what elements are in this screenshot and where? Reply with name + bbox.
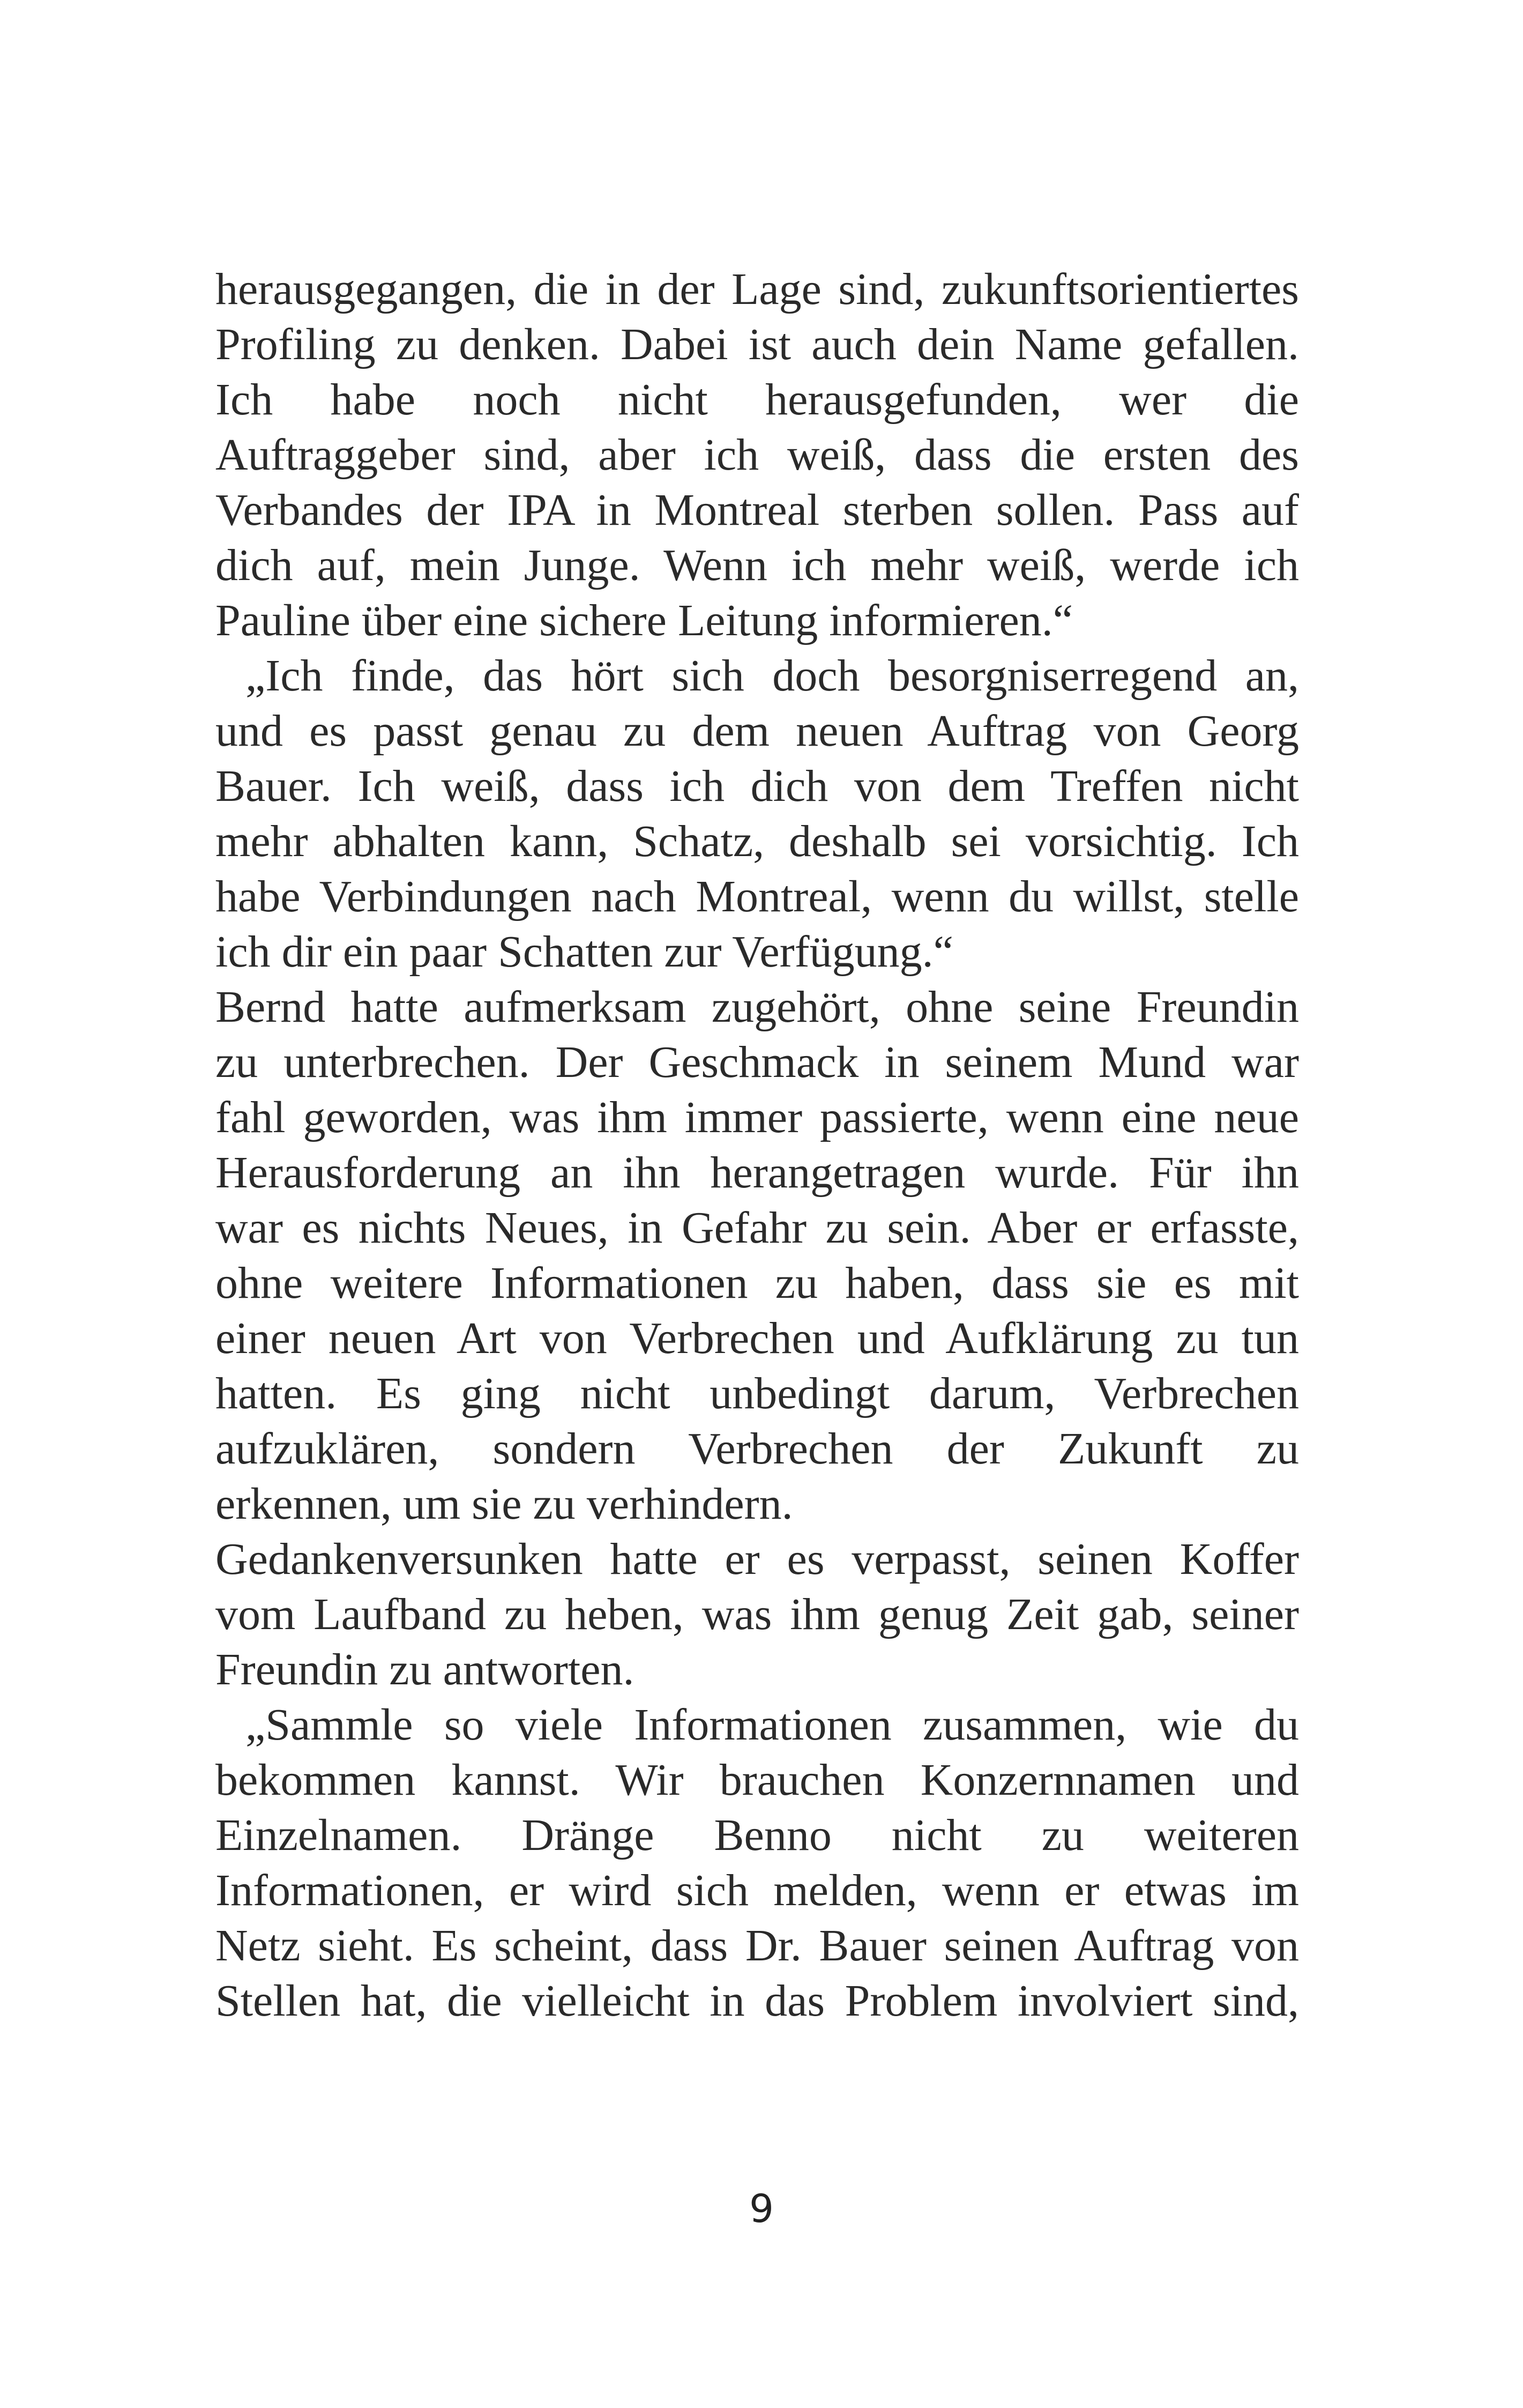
text-line: fahl geworden, was ihm immer passierte, wenn eine neue — [215, 1092, 1299, 1142]
text-line: einer neuen Art von Verbrechen und Aufklärung zu tun — [215, 1313, 1299, 1363]
text-line: Ich habe noch nicht herausgefunden, wer die — [215, 375, 1299, 425]
text-line: hatten. Es ging nicht unbedingt darum, Verbrechen — [215, 1369, 1299, 1418]
text-line: „Sammle so viele Informationen zusammen, wie du — [245, 1700, 1299, 1750]
text-line: bekommen kannst. Wir brauchen Konzernnamen und — [215, 1755, 1299, 1805]
page-number: 9 — [749, 2186, 774, 2231]
text-line: zu unterbrechen. Der Geschmack in seinem Mund war — [215, 1037, 1299, 1087]
text-line: habe Verbindungen nach Montreal, wenn du willst, stelle — [215, 872, 1299, 921]
text-line: aufzuklären, sondern Verbrechen der Zukunft zu — [215, 1424, 1299, 1474]
text-line: und es passt genau zu dem neuen Auftrag von Georg — [215, 706, 1299, 756]
text-line: Gedankenversunken hatte er es verpasst, seinen Koffer — [215, 1534, 1299, 1584]
text-line: Pauline über eine sichere Leitung informieren.“ — [215, 596, 1073, 645]
text-line: Stellen hat, die vielleicht in das Problem involviert sind, — [215, 1976, 1299, 2026]
text-line: „Ich finde, das hört sich doch besorgniserregend an, — [245, 651, 1299, 701]
text-line: erkennen, um sie zu verhindern. — [215, 1479, 793, 1529]
text-line: Netz sieht. Es scheint, dass Dr. Bauer seinen Auftrag von — [215, 1921, 1299, 1971]
text-line: ich dir ein paar Schatten zur Verfügung.“ — [215, 927, 953, 977]
body-text — [215, 262, 1299, 2028]
text-line: Einzelnamen. Dränge Benno nicht zu weiteren — [215, 1810, 1299, 1860]
text-line: vom Laufband zu heben, was ihm genug Zeit gab, seiner — [215, 1589, 1299, 1639]
text-line: Herausforderung an ihn herangetragen wurde. Für ihn — [215, 1148, 1299, 1198]
text-line: Profiling zu denken. Dabei ist auch dein Name gefallen. — [215, 319, 1299, 369]
text-line: dich auf, mein Junge. Wenn ich mehr weiß, werde ich — [215, 540, 1299, 590]
text-line: Bernd hatte aufmerksam zugehört, ohne seine Freundin — [215, 982, 1299, 1032]
text-line: mehr abhalten kann, Schatz, deshalb sei vorsichtig. Ich — [215, 816, 1299, 866]
text-line: ohne weitere Informationen zu haben, dass sie es mit — [215, 1258, 1299, 1308]
text-line: Freundin zu antworten. — [215, 1645, 634, 1694]
text-line: herausgegangen, die in der Lage sind, zukunftsorientiertes — [215, 264, 1299, 314]
text-line: Verbandes der IPA in Montreal sterben sollen. Pass auf — [215, 485, 1299, 535]
text-line: Informationen, er wird sich melden, wenn er etwas im — [215, 1866, 1299, 1915]
text-line: Bauer. Ich weiß, dass ich dich von dem Treffen nicht — [215, 761, 1299, 811]
text-line: Auftraggeber sind, aber ich weiß, dass die ersten des — [215, 430, 1299, 480]
text-line: war es nichts Neues, in Gefahr zu sein. Aber er erfasste, — [215, 1203, 1299, 1253]
